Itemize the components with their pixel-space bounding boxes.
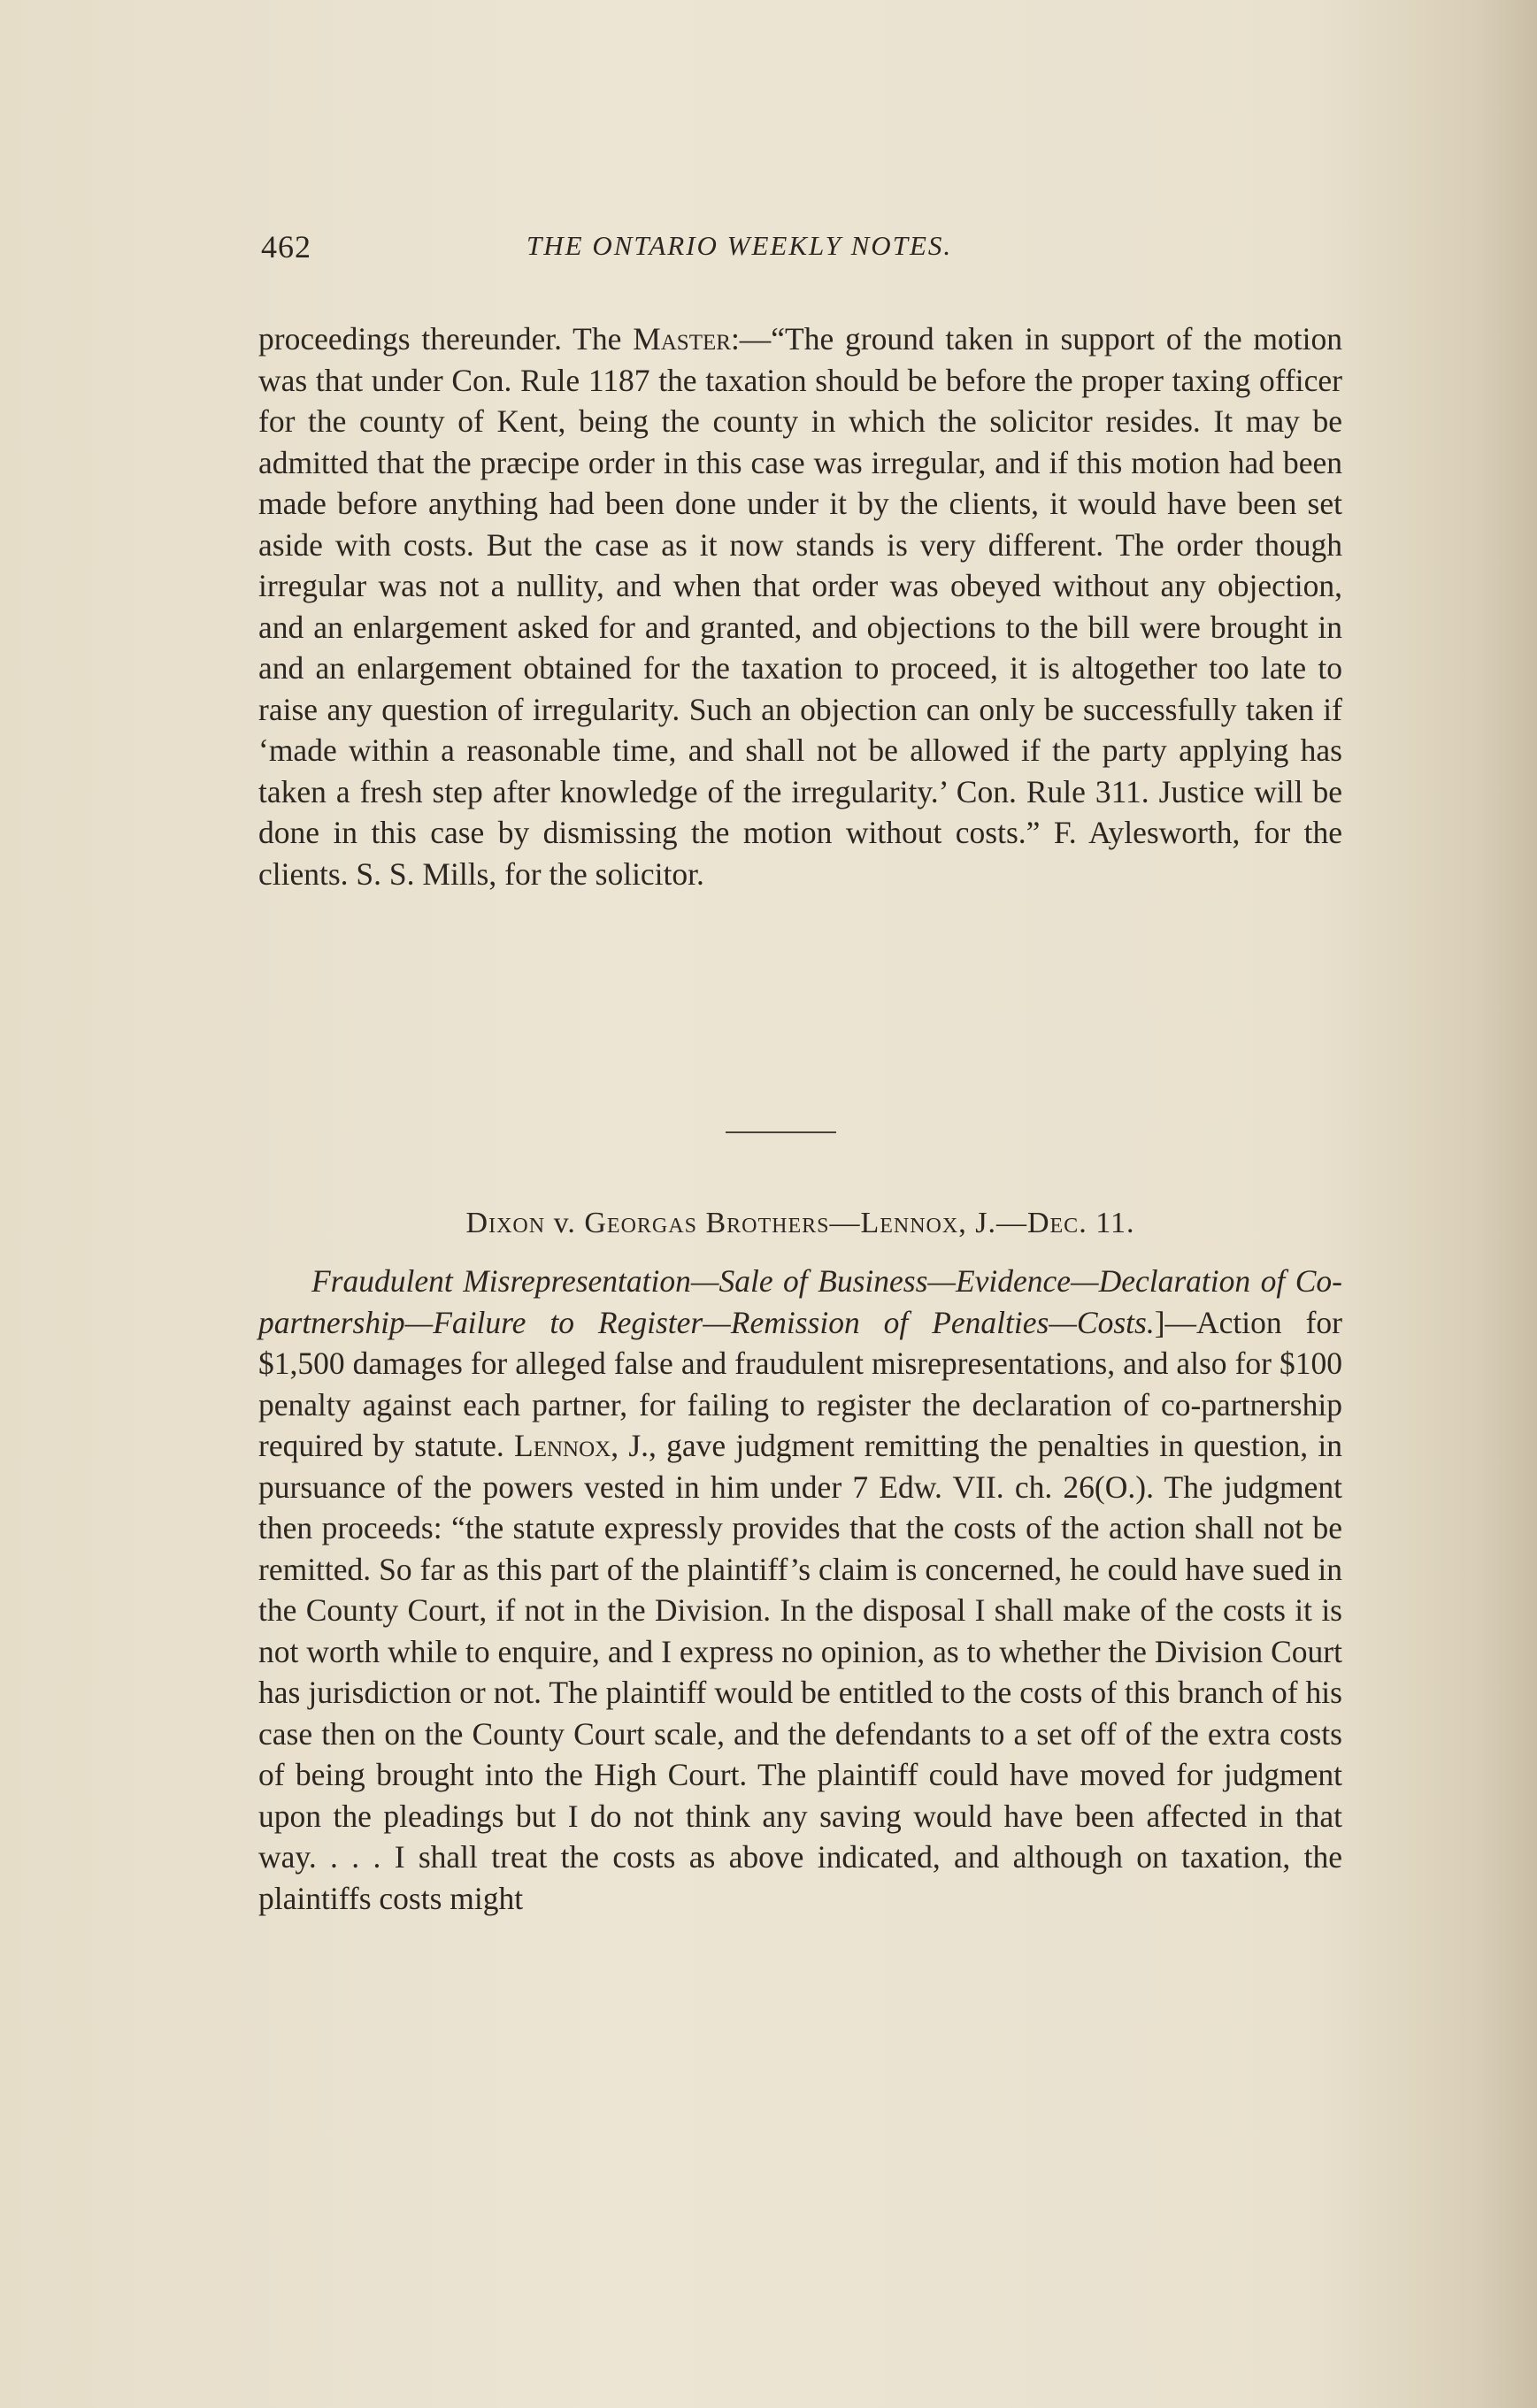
case-report [258,1261,1342,1919]
case-title [258,1207,1342,1240]
judge-name: Lennox [860,1207,959,1239]
defendant-name: Georgas Brothers [584,1207,830,1239]
judge-suffix: , J.— [958,1207,1027,1239]
decision-day: . 11. [1079,1207,1135,1239]
paragraph-text [258,1261,1342,1919]
page-header [261,228,1358,272]
title-dash: — [829,1207,861,1239]
plaintiff-name: Dixon [465,1207,546,1239]
continued-paragraph [258,318,1342,894]
text-run: proceedings thereunder. The [258,321,634,357]
running-title: THE ONTARIO WEEKLY NOTES. [526,230,953,261]
headnote: Fraudulent Misrepresentation—Sale of Business—Evidence—Declaration of Co-partnership—Failure to Register—Remission of Penalties—Costs. [258,1263,1342,1340]
paragraph-text [258,318,1342,894]
master-name: Master [633,321,731,357]
page-number: 462 [261,229,311,265]
judge-name-inline: Lennox [514,1428,611,1463]
text-run: ]—Action for $1,500 damages for alleged false and fraudulent misrepresentations, and also for $100 penalty against each partner, for failing to register the declaration of co-partnership required by statute. [258,1304,1343,1463]
versus: v. [545,1207,585,1239]
text-run: , J., gave judgment remitting the penalties in question, in pursuance of the powers vested in him under 7 Edw. VII. ch. 26(O.). The judgment then proceeds: “the statute expressly provides that the costs of the action shall not be remitted. So far as this part of the plaintiff’s claim is concerned, he could have sued in the County Court, if not in the Division. In the disposal I shall make of the costs it is not worth while to enquire, and I express no opinion, as to whether the Division Court has jurisdiction or not. The plaintiff would be entitled to the costs of this branch of his case then on the County Court scale, and the defendants to a set off of the extra costs of being brought into the High Court. The plaintiff could have moved for judgment upon the pleadings but I do not think any saving would have been affected in that way. . . . I shall treat the costs as above indicated, and although on taxation, the plaintiffs costs might [258,1428,1342,1916]
decision-month: Dec [1026,1207,1080,1239]
text-run: :—“The ground taken in support of the motion was that under Con. Rule 1187 the taxation should be before the proper taxing officer for the county of Kent, being the county in which the solicitor resides. It may be admitted that the præcipe order in this case was irregular, and if this motion had been made before anything had been done under it by the clients, it would have been set aside with costs. But the case as it now stands is very different. The order though irregular was not a nullity, and when that order was obeyed without any objection, and an enlargement asked for and granted, and objections to the bill were brought in and an enlargement obtained for the taxation to proceed, it is altogether too late to raise any question of irregularity. Such an objection can only be successfully taken if ‘made within a reasonable time, and shall not be allowed if the party applying has taken a fresh step after knowledge of the irregularity.’ Con. Rule 311. Justice will be done in this case by dismissing the motion without costs.” F. Aylesworth, for the clients. S. S. Mills, for the solicitor. [258,321,1342,892]
section-divider [726,1131,836,1133]
